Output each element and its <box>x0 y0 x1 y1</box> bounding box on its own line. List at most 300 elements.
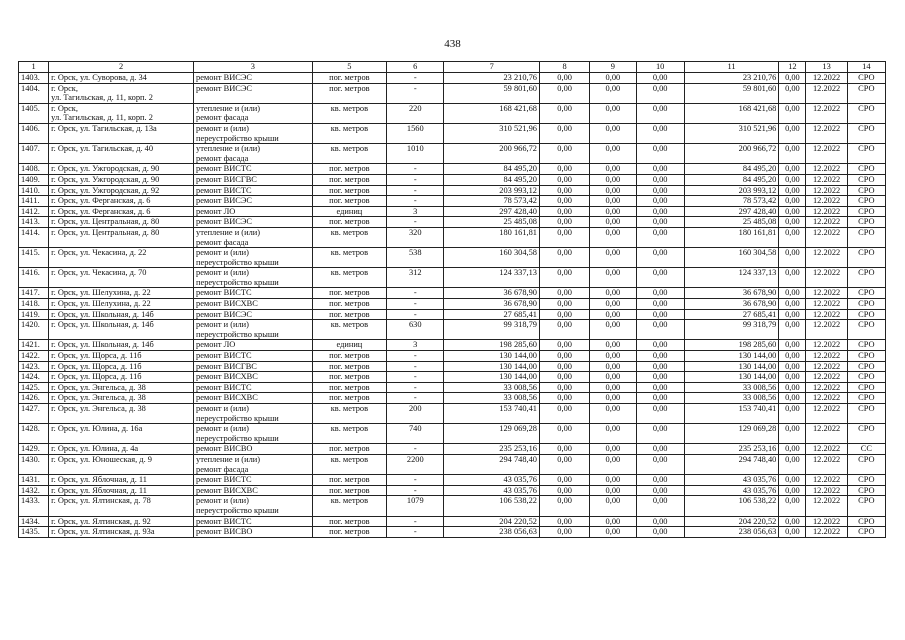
table-row <box>19 404 886 424</box>
table-cell: ремонт ВИСВО <box>194 527 313 538</box>
table-cell: г. Орск, ул. Ужгородская, д. 90 <box>49 164 194 175</box>
table-cell: г. Орск, ул. Энгельса, д. 38 <box>49 393 194 404</box>
table-cell: ремонт ВИСТС <box>194 475 313 486</box>
table-cell: 0,00 <box>539 393 589 404</box>
table-cell: 0,00 <box>779 217 806 228</box>
table-cell: пог. метров <box>312 372 386 383</box>
table-cell: 0,00 <box>636 299 684 310</box>
table-cell: 12.2022 <box>806 382 847 393</box>
table-cell: г. Орск, ул. Юношеская, д. 9 <box>49 454 194 474</box>
table-cell: утепление и (или) ремонт фасада <box>194 144 313 164</box>
table-cell: 99 318,79 <box>444 320 540 340</box>
table-cell: кв. метров <box>312 103 386 123</box>
header-cell: 11 <box>684 62 779 73</box>
table-cell: 12.2022 <box>806 268 847 288</box>
table-cell: кв. метров <box>312 496 386 516</box>
table-cell: г. Орск, ул. Чекасина, д. 22 <box>49 248 194 268</box>
table-cell: 0,00 <box>590 185 636 196</box>
table-cell: 1410. <box>19 185 49 196</box>
table-cell: 0,00 <box>779 516 806 527</box>
table-cell: ремонт ВИСТС <box>194 164 313 175</box>
table-cell: 0,00 <box>590 393 636 404</box>
table-cell: пог. метров <box>312 83 386 103</box>
table-cell: 235 253,16 <box>444 444 540 455</box>
table-cell: ремонт ЛО <box>194 340 313 351</box>
table-cell: 12.2022 <box>806 185 847 196</box>
table-cell: - <box>387 174 444 185</box>
table-cell: 1415. <box>19 248 49 268</box>
table-cell: 0,00 <box>636 103 684 123</box>
table-row <box>19 516 886 527</box>
table-cell: пог. метров <box>312 73 386 84</box>
table-cell: 1414. <box>19 227 49 247</box>
table-row <box>19 320 886 340</box>
table-cell: 1010 <box>387 144 444 164</box>
table-cell: 12.2022 <box>806 340 847 351</box>
table-cell: ремонт ВИСГВС <box>194 361 313 372</box>
table-cell: СРО <box>847 103 885 123</box>
table-cell: 33 008,56 <box>444 382 540 393</box>
table-cell: 59 801,60 <box>444 83 540 103</box>
table-cell: 0,00 <box>779 164 806 175</box>
table-cell: СРО <box>847 206 885 217</box>
table-cell: СРО <box>847 196 885 207</box>
table-cell: 0,00 <box>590 382 636 393</box>
table-row <box>19 382 886 393</box>
table-cell: ремонт и (или) переустройство крыши <box>194 268 313 288</box>
table-row <box>19 299 886 310</box>
header-cell: 10 <box>636 62 684 73</box>
table-cell: 0,00 <box>590 485 636 496</box>
table-cell: г. Орск, ул. Шелухина, д. 22 <box>49 299 194 310</box>
table-cell: 12.2022 <box>806 485 847 496</box>
table-cell: г. Орск, ул. Ужгородская, д. 92 <box>49 185 194 196</box>
table-cell: - <box>387 393 444 404</box>
table-cell: 0,00 <box>779 288 806 299</box>
table-cell: 153 740,41 <box>684 404 779 424</box>
table-cell: 0,00 <box>539 444 589 455</box>
table-cell: кв. метров <box>312 268 386 288</box>
table-cell: 168 421,68 <box>444 103 540 123</box>
table-cell: кв. метров <box>312 320 386 340</box>
table-cell: 12.2022 <box>806 424 847 444</box>
table-cell: СС <box>847 444 885 455</box>
table-cell: 12.2022 <box>806 496 847 516</box>
table-cell: 1428. <box>19 424 49 444</box>
table-cell: ремонт ВИСВО <box>194 444 313 455</box>
table-cell: г. Орск, ул. Тагильская, д. 40 <box>49 144 194 164</box>
table-cell: ремонт и (или) переустройство крыши <box>194 424 313 444</box>
header-cell: 12 <box>779 62 806 73</box>
table-cell: 204 220,52 <box>684 516 779 527</box>
table-cell: - <box>387 217 444 228</box>
table-cell: 0,00 <box>779 174 806 185</box>
table-cell: 12.2022 <box>806 227 847 247</box>
table-cell: 0,00 <box>539 340 589 351</box>
table-cell: - <box>387 309 444 320</box>
table-cell: 12.2022 <box>806 217 847 228</box>
table-cell: - <box>387 372 444 383</box>
table-cell: ремонт ВИСТС <box>194 516 313 527</box>
table-cell: 0,00 <box>636 404 684 424</box>
table-cell: - <box>387 351 444 362</box>
table-cell: 36 678,90 <box>444 299 540 310</box>
table-cell: 0,00 <box>539 248 589 268</box>
table-cell: г. Орск, ул. Щорса, д. 11б <box>49 361 194 372</box>
table-cell: СРО <box>847 164 885 175</box>
repair-program-table <box>18 61 886 538</box>
table-cell: 0,00 <box>636 527 684 538</box>
table-cell: 12.2022 <box>806 144 847 164</box>
table-cell: СРО <box>847 485 885 496</box>
table-cell: 1422. <box>19 351 49 362</box>
table-cell: 25 485,08 <box>444 217 540 228</box>
table-cell: 12.2022 <box>806 103 847 123</box>
table-cell: 1433. <box>19 496 49 516</box>
table-cell: 0,00 <box>590 475 636 486</box>
table-cell: ремонт ВИСТС <box>194 288 313 299</box>
table-cell: 0,00 <box>636 83 684 103</box>
table-cell: пог. метров <box>312 351 386 362</box>
table-cell: 0,00 <box>539 123 589 143</box>
table-cell: - <box>387 382 444 393</box>
table-cell: кв. метров <box>312 123 386 143</box>
table-cell: г. Орск, ул. Суворова, д. 34 <box>49 73 194 84</box>
table-cell: 130 144,00 <box>444 361 540 372</box>
table-cell: 0,00 <box>779 299 806 310</box>
table-cell: СРО <box>847 361 885 372</box>
table-cell: 12.2022 <box>806 288 847 299</box>
table-cell: пог. метров <box>312 164 386 175</box>
table-cell: СРО <box>847 382 885 393</box>
table-cell: г. Орск, ул. Школьная, д. 14б <box>49 320 194 340</box>
table-cell: ремонт и (или) переустройство крыши <box>194 320 313 340</box>
table-row <box>19 340 886 351</box>
table-cell: 1408. <box>19 164 49 175</box>
table-cell: г. Орск, ул. Щорса, д. 11б <box>49 372 194 383</box>
table-cell: 106 538,22 <box>684 496 779 516</box>
table-cell: 0,00 <box>539 454 589 474</box>
table-cell: кв. метров <box>312 424 386 444</box>
table-cell: пог. метров <box>312 382 386 393</box>
table-cell: 1432. <box>19 485 49 496</box>
table-cell: 0,00 <box>539 516 589 527</box>
table-cell: 0,00 <box>779 103 806 123</box>
table-cell: 12.2022 <box>806 299 847 310</box>
table-cell: - <box>387 527 444 538</box>
table-row <box>19 164 886 175</box>
table-cell: СРО <box>847 227 885 247</box>
table-cell: 1416. <box>19 268 49 288</box>
table-cell: 43 035,76 <box>684 485 779 496</box>
table-cell: пог. метров <box>312 299 386 310</box>
table-cell: 43 035,76 <box>444 485 540 496</box>
table-row <box>19 83 886 103</box>
header-cell: 2 <box>49 62 194 73</box>
table-cell: 0,00 <box>539 73 589 84</box>
table-cell: 0,00 <box>539 288 589 299</box>
table-cell: 33 008,56 <box>444 393 540 404</box>
table-cell: 1421. <box>19 340 49 351</box>
table-cell: 0,00 <box>636 475 684 486</box>
table-cell: 0,00 <box>779 475 806 486</box>
table-cell: 1409. <box>19 174 49 185</box>
table-cell: 0,00 <box>590 496 636 516</box>
table-cell: 0,00 <box>590 144 636 164</box>
table-row <box>19 206 886 217</box>
table-cell: СРО <box>847 404 885 424</box>
table-cell: 0,00 <box>636 372 684 383</box>
table-cell: 130 144,00 <box>684 361 779 372</box>
table-cell: 0,00 <box>539 164 589 175</box>
table-cell: - <box>387 361 444 372</box>
table-cell: 1418. <box>19 299 49 310</box>
table-cell: 0,00 <box>636 382 684 393</box>
table-cell: 1426. <box>19 393 49 404</box>
table-cell: кв. метров <box>312 248 386 268</box>
table-cell: - <box>387 475 444 486</box>
table-row <box>19 372 886 383</box>
table-cell: 0,00 <box>590 527 636 538</box>
table-cell: 220 <box>387 103 444 123</box>
table-cell: 12.2022 <box>806 73 847 84</box>
table-cell: 312 <box>387 268 444 288</box>
table-cell: 203 993,12 <box>444 185 540 196</box>
table-cell: 1413. <box>19 217 49 228</box>
table-row <box>19 424 886 444</box>
table-cell: г. Орск, ул. Школьная, д. 14б <box>49 309 194 320</box>
table-cell: СРО <box>847 217 885 228</box>
table-cell: 36 678,90 <box>444 288 540 299</box>
table-cell: ремонт ВИСТС <box>194 185 313 196</box>
table-cell: 0,00 <box>539 299 589 310</box>
header-cell: 9 <box>590 62 636 73</box>
table-row <box>19 268 886 288</box>
table-cell: ремонт ЛО <box>194 206 313 217</box>
table-cell: СРО <box>847 340 885 351</box>
table-cell: 0,00 <box>636 73 684 84</box>
table-cell: г. Орск, ул. Ялтинская, д. 92 <box>49 516 194 527</box>
table-cell: 310 521,96 <box>684 123 779 143</box>
table-cell: 0,00 <box>590 424 636 444</box>
table-cell: 153 740,41 <box>444 404 540 424</box>
table-cell: 0,00 <box>539 404 589 424</box>
table-cell: 0,00 <box>539 196 589 207</box>
table-cell: ремонт и (или) переустройство крыши <box>194 496 313 516</box>
table-cell: 27 685,41 <box>444 309 540 320</box>
table-cell: 0,00 <box>590 404 636 424</box>
table-cell: г. Орск, ул. Яблочная, д. 11 <box>49 475 194 486</box>
table-cell: 0,00 <box>539 361 589 372</box>
table-cell: 204 220,52 <box>444 516 540 527</box>
table-cell: 36 678,90 <box>684 288 779 299</box>
table-cell: 0,00 <box>590 309 636 320</box>
table-cell: 1430. <box>19 454 49 474</box>
table-cell: 130 144,00 <box>444 351 540 362</box>
table-cell: 0,00 <box>590 196 636 207</box>
table-cell: 0,00 <box>636 340 684 351</box>
table-cell: 0,00 <box>779 206 806 217</box>
table-cell: ремонт ВИСЭС <box>194 73 313 84</box>
table-cell: СРО <box>847 123 885 143</box>
table-cell: 12.2022 <box>806 309 847 320</box>
table-row <box>19 527 886 538</box>
table-cell: г. Орск, ул. Яблочная, д. 11 <box>49 485 194 496</box>
table-cell: 294 748,40 <box>684 454 779 474</box>
table-row <box>19 454 886 474</box>
table-cell: 320 <box>387 227 444 247</box>
table-cell: 43 035,76 <box>684 475 779 486</box>
table-cell: г. Орск, ул. Ялтинская, д. 93а <box>49 527 194 538</box>
table-cell: 0,00 <box>636 206 684 217</box>
table-cell: 0,00 <box>779 123 806 143</box>
table-cell: 1411. <box>19 196 49 207</box>
table-cell: 124 337,13 <box>444 268 540 288</box>
table-cell: СРО <box>847 73 885 84</box>
table-cell: г. Орск, ул. Энгельса, д. 38 <box>49 404 194 424</box>
table-cell: 12.2022 <box>806 351 847 362</box>
table-cell: 0,00 <box>779 351 806 362</box>
table-cell: 1419. <box>19 309 49 320</box>
table-cell: г. Орск, ул. Энгельса, д. 38 <box>49 382 194 393</box>
table-cell: утепление и (или) ремонт фасада <box>194 454 313 474</box>
table-cell: ремонт ВИСХВС <box>194 393 313 404</box>
table-cell: 0,00 <box>779 227 806 247</box>
table-cell: 297 428,40 <box>444 206 540 217</box>
header-cell: 13 <box>806 62 847 73</box>
table-cell: 1403. <box>19 73 49 84</box>
table-cell: 0,00 <box>636 496 684 516</box>
table-cell: - <box>387 73 444 84</box>
table-cell: 12.2022 <box>806 248 847 268</box>
table-row <box>19 196 886 207</box>
table-cell: 12.2022 <box>806 174 847 185</box>
table-cell: 0,00 <box>590 227 636 247</box>
table-cell: 0,00 <box>779 144 806 164</box>
table-cell: СРО <box>847 516 885 527</box>
table-cell: 12.2022 <box>806 516 847 527</box>
table-cell: 538 <box>387 248 444 268</box>
table-cell: 0,00 <box>779 404 806 424</box>
table-cell: 0,00 <box>779 444 806 455</box>
table-cell: 0,00 <box>636 164 684 175</box>
table-cell: 0,00 <box>636 144 684 164</box>
table-cell: 1425. <box>19 382 49 393</box>
table-row <box>19 185 886 196</box>
table-cell: кв. метров <box>312 144 386 164</box>
table-cell: СРО <box>847 248 885 268</box>
table-cell: 0,00 <box>590 73 636 84</box>
table-cell: 3 <box>387 206 444 217</box>
table-cell: 0,00 <box>779 454 806 474</box>
table-cell: 12.2022 <box>806 123 847 143</box>
table-cell: СРО <box>847 496 885 516</box>
table-row <box>19 351 886 362</box>
table-cell: 0,00 <box>539 496 589 516</box>
table-row <box>19 248 886 268</box>
table-cell: ремонт и (или) переустройство крыши <box>194 404 313 424</box>
table-cell: 1424. <box>19 372 49 383</box>
table-cell: 200 966,72 <box>684 144 779 164</box>
table-cell: 0,00 <box>779 196 806 207</box>
table-row <box>19 174 886 185</box>
table-cell: СРО <box>847 372 885 383</box>
table-cell: 198 285,60 <box>444 340 540 351</box>
table-cell: 0,00 <box>779 382 806 393</box>
table-cell: 0,00 <box>590 516 636 527</box>
table-cell: 310 521,96 <box>444 123 540 143</box>
table-cell: СРО <box>847 309 885 320</box>
table-cell: - <box>387 196 444 207</box>
table-row <box>19 73 886 84</box>
table-cell: 0,00 <box>636 454 684 474</box>
table-cell: 0,00 <box>636 268 684 288</box>
table-cell: 0,00 <box>590 299 636 310</box>
table-cell: СРО <box>847 475 885 486</box>
table-cell: 0,00 <box>590 103 636 123</box>
table-cell: 1417. <box>19 288 49 299</box>
table-cell: 0,00 <box>636 309 684 320</box>
table-cell: 0,00 <box>779 424 806 444</box>
table-cell: 130 144,00 <box>444 372 540 383</box>
table-row <box>19 309 886 320</box>
table-cell: 0,00 <box>539 217 589 228</box>
table-cell: г. Орск, ул. Ферганская, д. 6 <box>49 196 194 207</box>
table-cell: 1434. <box>19 516 49 527</box>
table-cell: ремонт ВИСГВС <box>194 174 313 185</box>
table-cell: г. Орск, ул. Юлина, д. 4а <box>49 444 194 455</box>
table-cell: 0,00 <box>636 248 684 268</box>
table-cell: 0,00 <box>590 83 636 103</box>
table-cell: 0,00 <box>636 444 684 455</box>
table-row <box>19 227 886 247</box>
table-cell: 740 <box>387 424 444 444</box>
table-cell: 59 801,60 <box>684 83 779 103</box>
table-cell: 200 <box>387 404 444 424</box>
table-cell: 0,00 <box>590 206 636 217</box>
table-cell: 0,00 <box>779 268 806 288</box>
table-cell: г. Орск, ул. Тагильская, д. 13а <box>49 123 194 143</box>
table-cell: 0,00 <box>779 73 806 84</box>
table-cell: СРО <box>847 454 885 474</box>
table-cell: 0,00 <box>779 361 806 372</box>
table-cell: 0,00 <box>779 320 806 340</box>
table-cell: 0,00 <box>539 83 589 103</box>
table-cell: пог. метров <box>312 444 386 455</box>
table-cell: СРО <box>847 424 885 444</box>
table-cell: - <box>387 444 444 455</box>
table-cell: 1429. <box>19 444 49 455</box>
table-cell: 0,00 <box>590 164 636 175</box>
table-cell: 1407. <box>19 144 49 164</box>
table-cell: 12.2022 <box>806 320 847 340</box>
table-cell: единиц <box>312 340 386 351</box>
table-cell: 0,00 <box>636 196 684 207</box>
table-cell: г. Орск, ул. Щорса, д. 11б <box>49 351 194 362</box>
table-cell: 0,00 <box>636 351 684 362</box>
table-cell: 0,00 <box>539 227 589 247</box>
table-cell: 84 495,20 <box>684 164 779 175</box>
table-cell: 0,00 <box>779 485 806 496</box>
table-cell: пог. метров <box>312 174 386 185</box>
table-cell: 0,00 <box>779 83 806 103</box>
table-row <box>19 361 886 372</box>
table-row <box>19 144 886 164</box>
table-cell: ремонт ВИСТС <box>194 382 313 393</box>
table-cell: г. Орск, ул. Шелухина, д. 22 <box>49 288 194 299</box>
table-cell: СРО <box>847 320 885 340</box>
table-cell: 0,00 <box>590 444 636 455</box>
